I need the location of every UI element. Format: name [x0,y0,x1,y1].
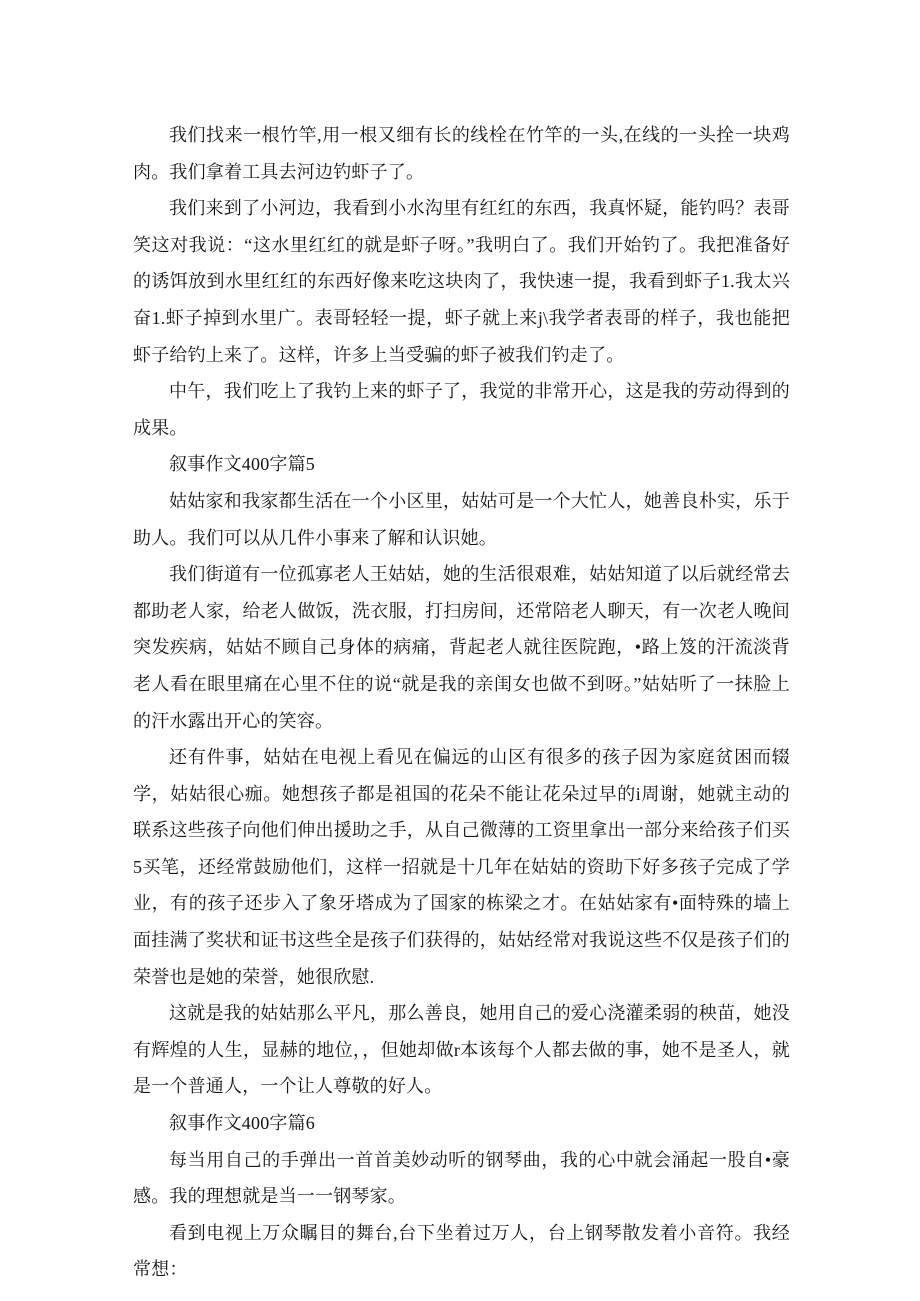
paragraph-fishing-story: 我们来到了小河边，我看到小水沟里有红红的东西，我真怀疑，能钓吗？表哥笑这对我说：“这水里红红的就是虾子呀。”我明白了。我们开始钓了。我把准备好的诱饵放到水里红红的东西好像来吃这块肉了，我快速一提，我看到虾子1.我太兴奋1.虾子掉到水里广。表哥轻轻一提，虾子就上来j\我学者表哥的样子，我也能把虾子给钓上来了。这样，许多上当受骗的虾子被我们钓走了。 [133,198,790,365]
paragraph-aunt-intro: 姑姑家和我家都生活在一个小区里，姑姑可是一个大忙人，她善良朴实，乐于助人。我们可以从几件小事来了解和认识她。 [133,490,790,548]
section-heading-essay-6: 叙事作文400字篇6 [169,1113,315,1134]
paragraph-aunt-helps-elder: 我们街道有一位孤寡老人王姑姑，她的生活很艰难，姑姑知道了以后就经常去都助老人家，给老人做饭，洗衣服，打扫房间，还常陪老人聊天，有一次老人晚间突发疾病，姑姑不顾自己身体的病痛，背起老人就往医院跑，•路上笈的汗流淡背老人看在眼里痛在心里不住的说“就是我的亲闺女也做不到呀。”姑姑听了一抹脸上的汗水露出开心的笑容。 [133,564,790,731]
paragraph-aunt-helps-children: 还有件事，姑姑在电视上看见在偏远的山区有很多的孩子因为家庭贫困而辍学，姑姑很心痂。她想孩子都是祖国的花朵不能让花朵过早的i周谢，她就主动的联系这些孩子向他们伸出援助之手，从自己微薄的工资里拿出一部分来给孩子们买5买笔，还经常鼓励他们，这样一招就是十几年在姑姑的资助下好多孩子完成了学业，有的孩子还步入了象牙塔成为了国家的栋梁之才。在姑姑家有•面特殊的墙上面挂满了奖状和证书这些全是孩子们获得的，姑姑经常对我说这些不仅是孩子们的荣誉也是她的荣誉，她很欣慰. [133,747,790,987]
paragraph-aunt-conclusion: 这就是我的姑姑那么平凡，那么善良，她用自己的爱心浇灌柔弱的秧苗，她没有辉煌的人生，显赫的地位，，但她却做r本该每个人都去做的事，她不是圣人，就是一个普通人，一个让人尊敬的好人。 [133,1003,790,1097]
paragraph-piano-dream: 每当用自己的手弹出一首首美妙动听的钢琴曲，我的心中就会涌起一股自•豪感。我的理想就是当一一钢琴家。 [133,1149,790,1207]
paragraph-fishing-prep: 我们找来一根竹竿,用一根又细有长的线栓在竹竿的一头,在线的一头拴一块鸡肉。我们拿着工具去河边钓虾子了。 [133,125,790,182]
section-heading-essay-5: 叙事作文400字篇5 [169,454,315,475]
paragraph-piano-stage: 看到电视上万众瞩目的舞台,台下坐着过万人，台上钢琴散发着小音符。我经常想： [133,1222,790,1280]
paragraph-fishing-ending: 中午，我们吃上了我钓上来的虾子了，我觉的非常开心，这是我的劳动得到的成果。 [133,381,790,438]
